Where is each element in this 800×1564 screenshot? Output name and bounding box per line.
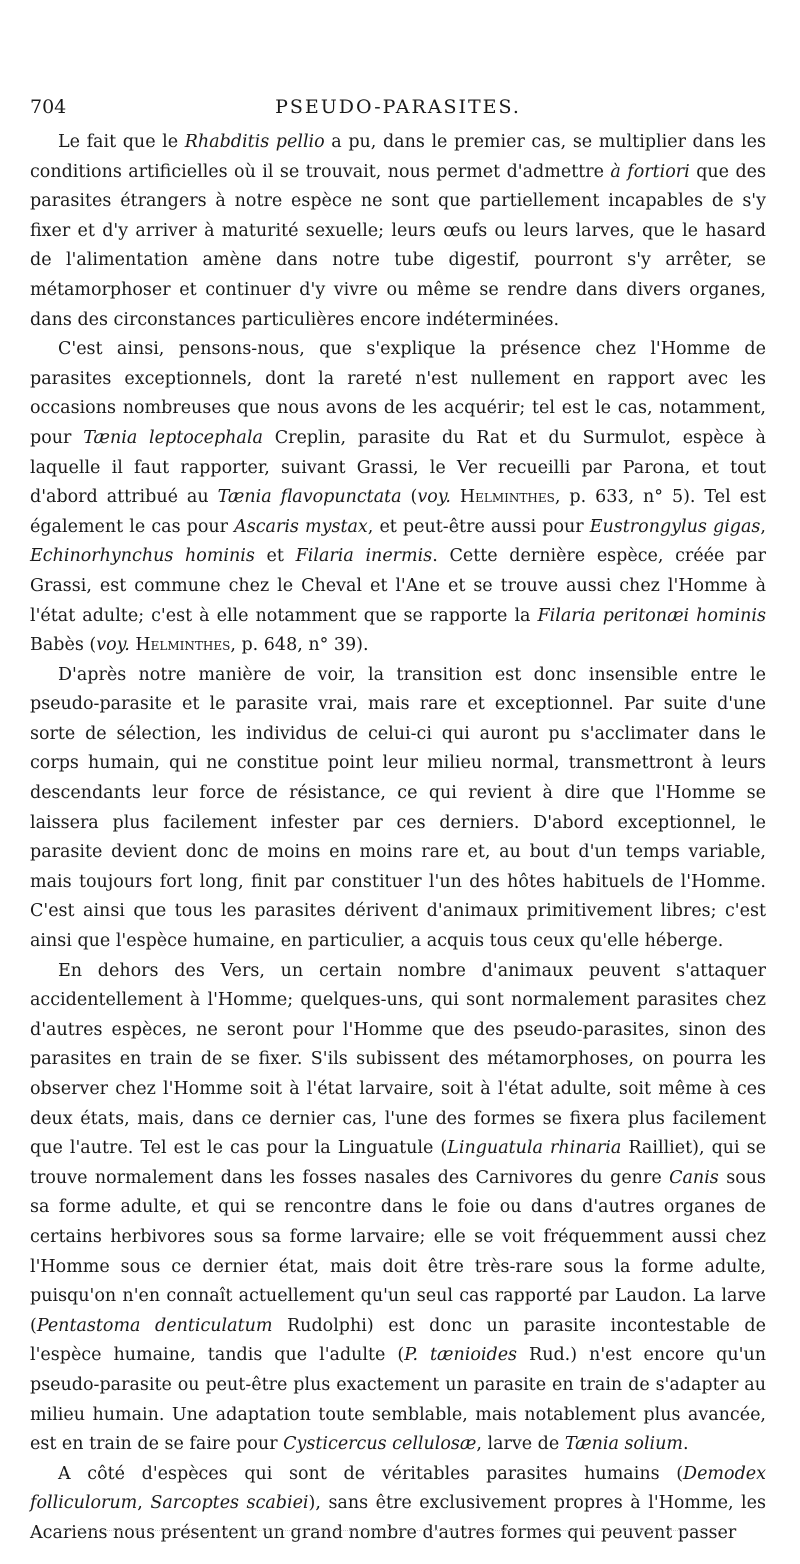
italic-text: Filaria inermis: [295, 546, 433, 567]
small-caps-text: Helminthes: [459, 487, 555, 508]
italic-text: P. tænioides: [404, 1345, 518, 1366]
italic-text: Filaria peritonæi hominis: [537, 605, 766, 626]
text-run: ,: [760, 516, 766, 537]
text-run: a pu, dans le premier cas, se multiplier dans les conditions artificielles où il se trouvait, nous permet d'admettre: [30, 132, 766, 182]
paragraph: [30, 661, 766, 957]
paragraph: [30, 335, 766, 661]
italic-text: Ascaris mystax: [234, 516, 368, 537]
italic-text: Linguatula rhinaria: [447, 1138, 622, 1159]
text-run: sous sa forme adulte, et qui se rencontre dans le foie ou dans d'autres organes de certains herbivores sous sa forme larvaire; elle se voit fréquemment aussi chez l'Homme sous ce dernier état, mais doit être très-rare sous la forme adulte, puisqu'on n'en connaît actuellement qu'un seul cas rapporté par Laudon. La larve (: [30, 1167, 766, 1336]
italic-text: Canis: [669, 1167, 719, 1188]
italic-text: Pentastoma denticulatum: [36, 1315, 273, 1336]
italic-text: Echinorhynchus hominis: [30, 546, 255, 567]
small-caps-text: Helminthes: [135, 635, 231, 656]
text-run: que des parasites étrangers à notre espèce ne sont que partiellement incapables de s'y fixer et d'y arriver à maturité sexuelle; leurs œufs ou leurs larves, que le hasard de l'alimentation amène dans notre tube digestif, pourront s'y arrêter, se métamorphoser et continuer d'y vivre ou même se rendre dans divers organes, dans des circonstances particulières encore indéterminées.: [30, 161, 766, 330]
text-run: ), sans être exclusivement propres à l'Homme, les Acariens nous présentent un grand nombre d'autres formes qui peuvent passer: [30, 1493, 766, 1543]
italic-text: Tænia solium: [564, 1434, 684, 1455]
text-run: , p. 648, n° 39).: [230, 635, 369, 656]
text-run: Babès (: [30, 635, 97, 656]
italic-text: Tænia leptocephala: [83, 427, 263, 448]
text-run: .: [683, 1434, 689, 1455]
text-run: et: [254, 546, 296, 567]
text-run: A côté d'espèces qui sont de véritables parasites humains (: [58, 1463, 684, 1484]
italic-text: voy.: [417, 487, 451, 508]
page-number: 704: [30, 96, 67, 118]
italic-text: Tænia flavopunctata: [217, 487, 402, 508]
paragraph: [30, 128, 766, 335]
italic-text: à fortiori: [610, 161, 690, 182]
text-run: C'est ainsi, pensons-nous, que s'explique la présence chez l'Homme de parasites exceptionnels, dont la rareté n'est nullement en rapport avec les occasions nombreuses que nous avons de les acquérir; tel est le cas, notamment, pour: [30, 339, 766, 448]
italic-text: Eustrongylus gigas: [589, 516, 761, 537]
italic-text: Rhabditis pellio: [184, 132, 325, 152]
italic-text: Cysticercus cellulosæ: [283, 1434, 477, 1455]
text-run: Le fait que le: [58, 132, 185, 152]
italic-text: Demodex folliculorum: [30, 1463, 766, 1514]
running-title: PSEUDO-PARASITES.: [275, 96, 521, 118]
page-header: [30, 96, 766, 128]
bottom-dotted-rule: [60, 1530, 720, 1531]
text-run: ,: [137, 1493, 151, 1514]
text-run: En dehors des Vers, un certain nombre d'animaux peuvent s'attaquer accidentellement à l'Homme; quelques-uns, qui sont normalement parasites chez d'autres espèces, ne seront pour l'Homme que des pseudo-parasites, sinon des parasites en train de se fixer. S'ils subissent des métamorphoses, on pourra les observer chez l'Homme soit à l'état larvaire, soit à l'état adulte, soit même à ces deux états, mais, dans ce dernier cas, l'une des formes se fixera plus facilement que l'autre. Tel est le cas pour la Linguatule (: [30, 960, 766, 1159]
text-run: Rudolphi) est donc un parasite incontestable de l'espèce humaine, tandis que l'adulte (: [30, 1315, 766, 1366]
book-page: [30, 96, 766, 1549]
paragraph: [30, 957, 766, 1460]
body-text: [30, 128, 766, 1549]
text-run: D'après notre manière de voir, la transition est donc insensible entre le pseudo-parasite et le parasite vrai, mais rare et exceptionnel. Par suite d'une sorte de sélection, les individus de celui-ci qui auront pu s'acclimater dans le corps humain, qui ne constitue point leur milieu normal, transmettront à leurs descendants leur force de résistance, ce qui revient à dire que l'Homme se laissera plus facilement infester par ces derniers. D'abord exceptionnel, le parasite devient donc de moins en moins rare et, au bout d'un temps variable, mais toujours fort long, finit par constituer l'un des hôtes habituels de l'Homme. C'est ainsi que tous les parasites dérivent d'animaux primitivement libres; c'est ainsi que l'espèce humaine, en particulier, a acquis tous ceux qu'elle héberge.: [30, 664, 766, 952]
text-run: (: [401, 487, 418, 508]
text-run: , et peut-être aussi pour: [367, 516, 590, 537]
text-run: , larve de: [476, 1434, 565, 1455]
italic-text: voy.: [96, 635, 130, 656]
italic-text: Sarcoptes scabiei: [150, 1493, 309, 1514]
text-run: [451, 487, 460, 507]
paragraph: [30, 1460, 766, 1549]
text-run: Rud.) n'est encore qu'un pseudo-parasite ou peut-être plus exactement un parasite en train de s'adapter au milieu humain. Une adaptation toute semblable, mais notablement plus avancée, est en train de se faire pour: [30, 1345, 766, 1455]
text-run: , p. 633, n° 5). Tel est également le cas pour: [30, 487, 766, 537]
text-run: . Cette dernière espèce, créée par Grassi, est commune chez le Cheval et l'Ane et se trouve aussi chez l'Homme à l'état adulte; c'est à elle notamment que se rapporte la: [30, 546, 766, 626]
text-run: Railliet), qui se trouve normalement dans les fosses nasales des Carnivores du genre: [30, 1138, 767, 1188]
text-run: Creplin, parasite du Rat et du Surmulot, espèce à laquelle il faut rapporter, suivant Grassi, le Ver recueilli par Parona, et tout d'abord attribué au: [30, 427, 766, 508]
